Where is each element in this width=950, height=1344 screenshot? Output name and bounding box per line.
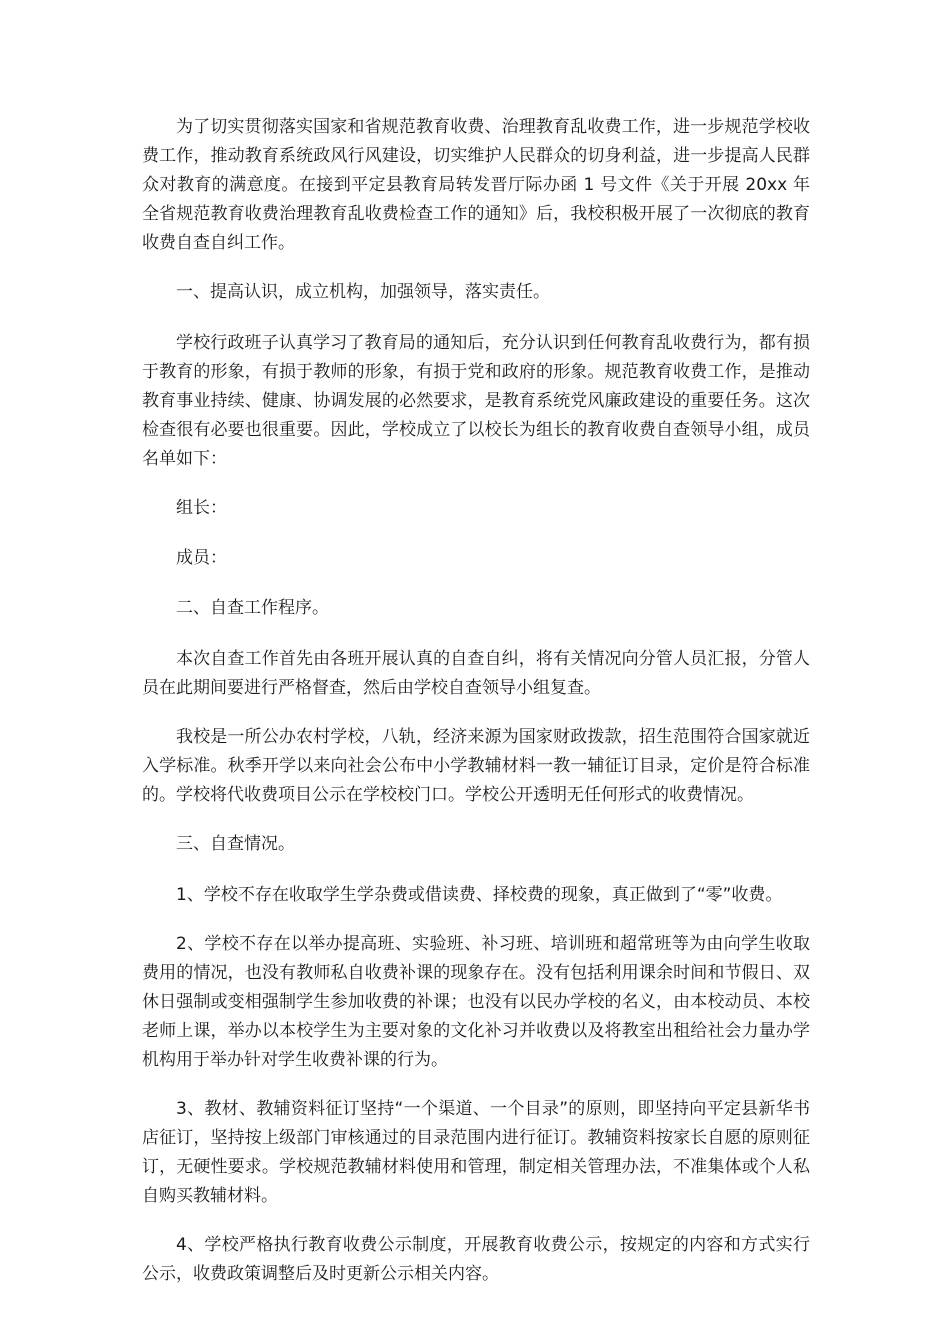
list-item-1: 1、学校不存在收取学生学杂费或借读费、择校费的现象，真正做到了“零”收费。: [176, 885, 783, 905]
members-label: 成员：: [176, 548, 227, 568]
intro-paragraph: 为了切实贯彻落实国家和省规范教育收费、治理教育乱收费工作，进一步规范学校收费工作，推动教育系统政风行风建设，切实维护人民群众的切身利益，进一步提高人民群众对教育的满意度。在接到平定县教育局转发晋厅际办函 1 号文件《关于开展 20xx 年全省规范教育收费治理教育乱收费检查工作的通知》后，我校积极开展了一次彻底的教育收费自查自纠工作。: [142, 117, 810, 253]
list-item-3: 3、教材、教辅资料征订坚持“一个渠道、一个目录”的原则，即坚持向平定县新华书店征订，坚持按上级部门审核通过的目录范围内进行征订。教辅资料按家长自愿的原则征订，无硬性要求。学校规范教辅材料使用和管理，制定相关管理办法，不准集体或个人私自购买教辅材料。: [142, 1099, 810, 1206]
list-item-4: 4、学校严格执行教育收费公示制度，开展教育收费公示，按规定的内容和方式实行公示，收费政策调整后及时更新公示相关内容。: [142, 1235, 810, 1284]
section-heading-2: 二、自查工作程序。: [176, 598, 329, 618]
section-heading-3: 三、自查情况。: [176, 834, 295, 854]
section-heading-1: 一、提高认识，成立机构，加强领导，落实责任。: [176, 282, 550, 302]
body-paragraph: 学校行政班子认真学习了教育局的通知后，充分认识到任何教育乱收费行为，都有损于教育的形象，有损于教师的形象，有损于党和政府的形象。规范教育收费工作，是推动教育事业持续、健康、协调发展的必然要求，是教育系统党风廉政建设的重要任务。这次检查很有必要也很重要。因此，学校成立了以校长为组长的教育收费自查领导小组，成员名单如下：: [142, 333, 810, 469]
leader-label: 组长：: [176, 498, 227, 518]
document-body: [142, 113, 810, 1309]
body-paragraph: 我校是一所公办农村学校，八轨，经济来源为国家财政拨款，招生范围符合国家就近入学标准。秋季开学以来向社会公布中小学教辅材料一教一辅征订目录，定价是符合标准的。学校将代收费项目公示在学校校门口。学校公开透明无任何形式的收费情况。: [142, 727, 810, 805]
list-item-2: 2、学校不存在以举办提高班、实验班、补习班、培训班和超常班等为由向学生收取费用的情况，也没有教师私自收费补课的现象存在。没有包括利用课余时间和节假日、双休日强制或变相强制学生参加收费的补课；也没有以民办学校的名义，由本校动员、本校老师上课，举办以本校学生为主要对象的文化补习并收费以及将教室出租给社会力量办学机构用于举办针对学生收费补课的行为。: [142, 934, 810, 1070]
body-paragraph: 本次自查工作首先由各班开展认真的自查自纠，将有关情况向分管人员汇报，分管人员在此期间要进行严格督查，然后由学校自查领导小组复查。: [142, 649, 810, 698]
